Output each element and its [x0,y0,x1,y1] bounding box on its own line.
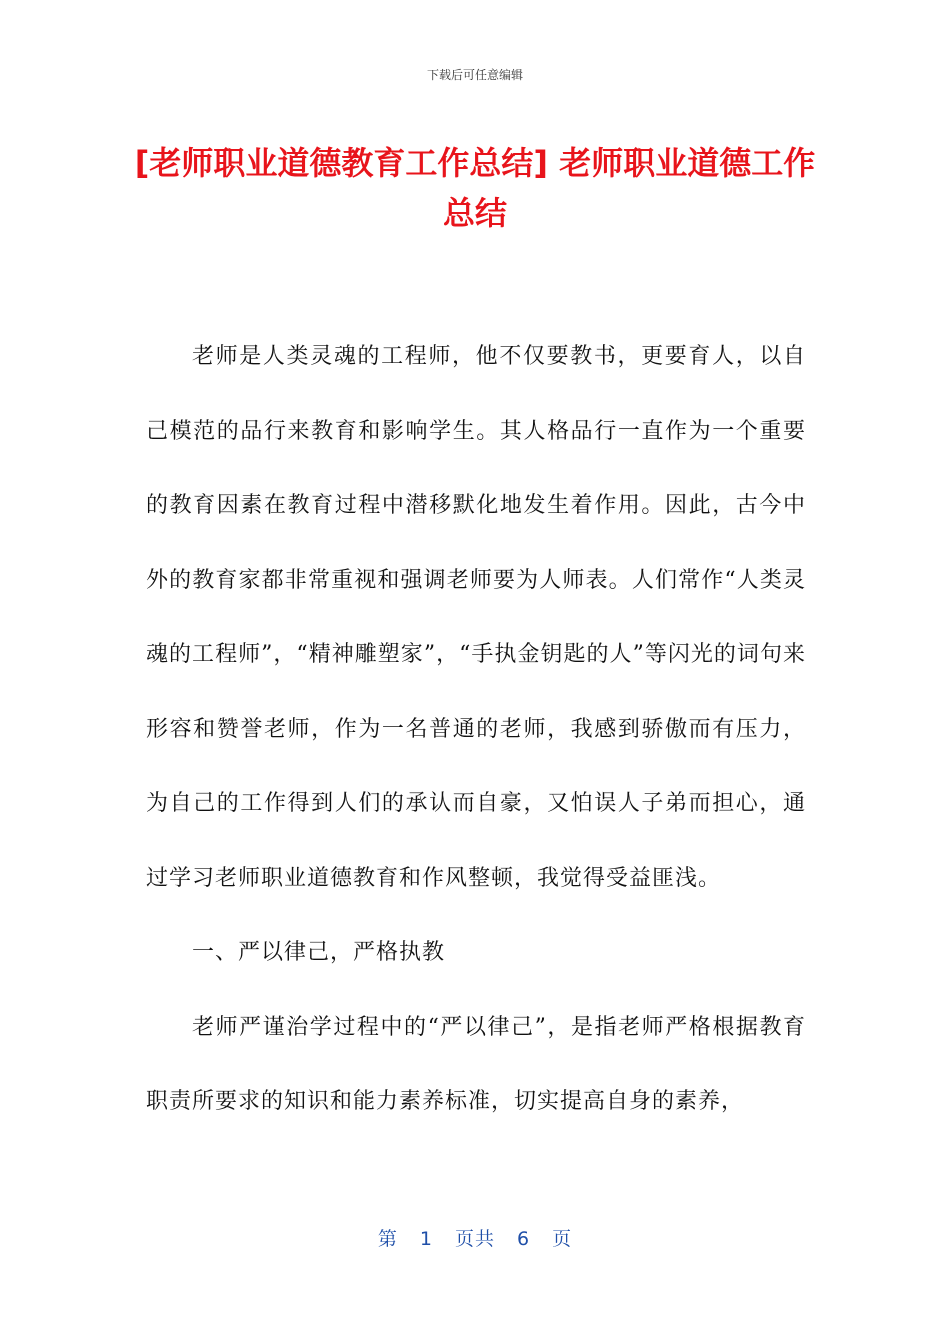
header-note: 下载后可任意编辑 [426,68,523,82]
document-body [146,320,806,1140]
paragraph-intro: 老师是人类灵魂的工程师，他不仅要教书，更要育人，以自己模范的品行来教育和影响学生。其人格品行一直作为一个重要的教育因素在教育过程中潜移默化地发生着作用。因此，古今中外的教育家都非常重视和强调老师要为人师表。人们常作“人类灵魂的工程师”，“精神雕塑家”，“手执金钥匙的人”等闪光的词句来形容和赞誉老师，作为一名普通的老师，我感到骄傲而有压力，为自己的工作得到人们的承认而自豪，又怕误人子弟而担心，通过学习老师职业道德教育和作风整顿，我觉得受益匪浅。 [146,344,806,891]
total-pages-number: 6 [517,1228,531,1250]
paragraph-section-1: 老师严谨治学过程中的“严以律己”，是指老师严格根据教育职责所要求的知识和能力素养标准，切实提高自身的素养， [146,1014,806,1114]
page-label-prefix: 第 [377,1228,398,1250]
page-label-suffix: 页 [552,1228,573,1250]
page-footer [0,1224,950,1251]
document-title: [老师职业道德教育工作总结] 老师职业道德工作总结 [134,144,816,232]
current-page-number: 1 [419,1228,433,1250]
page-label-mid: 页共 [454,1228,495,1250]
section-heading: 一、严以律己，严格执教 [192,940,446,965]
